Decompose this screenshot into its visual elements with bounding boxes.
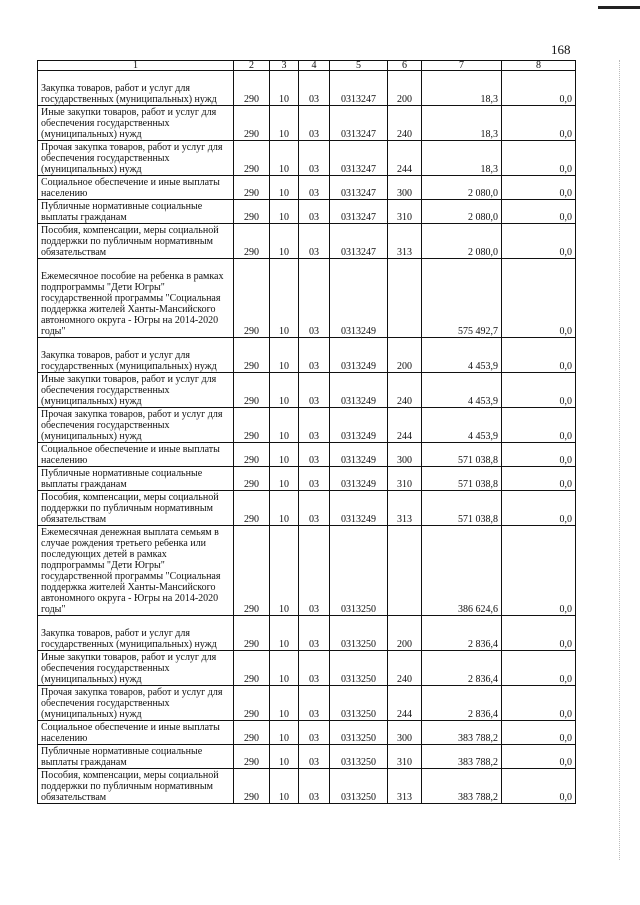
row-name: Закупка товаров, работ и услуг для государственных (муниципальных) нужд xyxy=(38,616,234,651)
cell-amount: 2 836,4 xyxy=(422,651,502,686)
cell-amount-2: 0,0 xyxy=(502,338,576,373)
cell-section: 10 xyxy=(270,491,299,526)
cell-subsection: 03 xyxy=(299,408,330,443)
cell-expense-type xyxy=(388,526,422,616)
table-row xyxy=(38,443,576,467)
cell-amount: 2 080,0 xyxy=(422,176,502,200)
cell-expense-type: 313 xyxy=(388,491,422,526)
cell-amount-2: 0,0 xyxy=(502,373,576,408)
table-row xyxy=(38,721,576,745)
table-row xyxy=(38,526,576,616)
table-row xyxy=(38,200,576,224)
table-row xyxy=(38,745,576,769)
cell-expense-type: 300 xyxy=(388,721,422,745)
cell-section: 10 xyxy=(270,71,299,106)
cell-amount: 571 038,8 xyxy=(422,491,502,526)
cell-admin: 290 xyxy=(234,71,270,106)
cell-amount-2: 0,0 xyxy=(502,443,576,467)
row-name: Прочая закупка товаров, работ и услуг для обеспечения государственных (муниципальных) нужд xyxy=(38,686,234,721)
cell-amount-2: 0,0 xyxy=(502,526,576,616)
cell-amount: 4 453,9 xyxy=(422,408,502,443)
cell-target-article: 0313247 xyxy=(330,141,388,176)
budget-table xyxy=(37,60,576,804)
row-name: Пособия, компенсации, меры социальной поддержки по публичным нормативным обязательствам xyxy=(38,491,234,526)
cell-amount: 4 453,9 xyxy=(422,373,502,408)
cell-expense-type: 240 xyxy=(388,651,422,686)
cell-subsection: 03 xyxy=(299,721,330,745)
cell-subsection: 03 xyxy=(299,71,330,106)
cell-target-article: 0313250 xyxy=(330,526,388,616)
cell-amount-2: 0,0 xyxy=(502,71,576,106)
cell-amount: 18,3 xyxy=(422,106,502,141)
header-cell-3: 3 xyxy=(270,61,299,71)
cell-subsection: 03 xyxy=(299,651,330,686)
cell-target-article: 0313249 xyxy=(330,467,388,491)
header-cell-5: 5 xyxy=(330,61,388,71)
cell-subsection: 03 xyxy=(299,769,330,804)
table-row xyxy=(38,176,576,200)
table-row xyxy=(38,373,576,408)
table-row xyxy=(38,491,576,526)
cell-amount-2: 0,0 xyxy=(502,259,576,338)
cell-subsection: 03 xyxy=(299,176,330,200)
cell-target-article: 0313249 xyxy=(330,373,388,408)
cell-subsection: 03 xyxy=(299,745,330,769)
row-name: Публичные нормативные социальные выплаты гражданам xyxy=(38,200,234,224)
cell-subsection: 03 xyxy=(299,526,330,616)
cell-target-article: 0313249 xyxy=(330,491,388,526)
cell-amount-2: 0,0 xyxy=(502,651,576,686)
table-row xyxy=(38,106,576,141)
cell-amount: 4 453,9 xyxy=(422,338,502,373)
cell-amount-2: 0,0 xyxy=(502,491,576,526)
cell-target-article: 0313250 xyxy=(330,745,388,769)
cell-section: 10 xyxy=(270,686,299,721)
cell-expense-type: 244 xyxy=(388,408,422,443)
cell-amount: 575 492,7 xyxy=(422,259,502,338)
cell-expense-type: 310 xyxy=(388,200,422,224)
row-name: Иные закупки товаров, работ и услуг для обеспечения государственных (муниципальных) нужд xyxy=(38,373,234,408)
cell-section: 10 xyxy=(270,745,299,769)
cell-admin: 290 xyxy=(234,141,270,176)
cell-amount-2: 0,0 xyxy=(502,224,576,259)
cell-admin: 290 xyxy=(234,491,270,526)
table-header xyxy=(38,61,576,71)
cell-expense-type: 244 xyxy=(388,141,422,176)
header-cell-2: 2 xyxy=(234,61,270,71)
cell-subsection: 03 xyxy=(299,686,330,721)
cell-subsection: 03 xyxy=(299,338,330,373)
cell-expense-type xyxy=(388,259,422,338)
table-row xyxy=(38,769,576,804)
cell-target-article: 0313250 xyxy=(330,651,388,686)
cell-target-article: 0313247 xyxy=(330,71,388,106)
row-name: Прочая закупка товаров, работ и услуг для обеспечения государственных (муниципальных) нужд xyxy=(38,408,234,443)
cell-subsection: 03 xyxy=(299,467,330,491)
cell-amount: 386 624,6 xyxy=(422,526,502,616)
cell-subsection: 03 xyxy=(299,616,330,651)
cell-amount: 2 836,4 xyxy=(422,686,502,721)
cell-subsection: 03 xyxy=(299,224,330,259)
header-cell-6: 6 xyxy=(388,61,422,71)
cell-target-article: 0313247 xyxy=(330,200,388,224)
cell-amount-2: 0,0 xyxy=(502,176,576,200)
row-name: Социальное обеспечение и иные выплаты населению xyxy=(38,721,234,745)
cell-amount: 2 836,4 xyxy=(422,616,502,651)
table-row xyxy=(38,686,576,721)
cell-subsection: 03 xyxy=(299,200,330,224)
table-row xyxy=(38,224,576,259)
header-row xyxy=(38,61,576,71)
cell-expense-type: 240 xyxy=(388,373,422,408)
cell-expense-type: 310 xyxy=(388,745,422,769)
cell-target-article: 0313247 xyxy=(330,224,388,259)
cell-amount: 2 080,0 xyxy=(422,224,502,259)
cell-target-article: 0313250 xyxy=(330,769,388,804)
cell-amount-2: 0,0 xyxy=(502,106,576,141)
cell-section: 10 xyxy=(270,224,299,259)
cell-section: 10 xyxy=(270,259,299,338)
cell-expense-type: 313 xyxy=(388,769,422,804)
row-name: Ежемесячная денежная выплата семьям в случае рождения третьего ребенка или последующих детей в рамках подпрограммы "Дети Югры" государственной программы "Социальная поддержка жителей Ханты-Мансийского автономного округа - Югры на 2014-2020 годы" xyxy=(38,526,234,616)
cell-subsection: 03 xyxy=(299,443,330,467)
cell-amount-2: 0,0 xyxy=(502,200,576,224)
cell-amount-2: 0,0 xyxy=(502,686,576,721)
cell-expense-type: 244 xyxy=(388,686,422,721)
cell-target-article: 0313249 xyxy=(330,408,388,443)
row-name: Закупка товаров, работ и услуг для государственных (муниципальных) нужд xyxy=(38,338,234,373)
cell-section: 10 xyxy=(270,106,299,141)
cell-admin: 290 xyxy=(234,721,270,745)
cell-section: 10 xyxy=(270,467,299,491)
cell-target-article: 0313250 xyxy=(330,721,388,745)
cell-section: 10 xyxy=(270,408,299,443)
cell-section: 10 xyxy=(270,651,299,686)
cell-expense-type: 310 xyxy=(388,467,422,491)
cell-expense-type: 200 xyxy=(388,71,422,106)
row-name: Иные закупки товаров, работ и услуг для обеспечения государственных (муниципальных) нужд xyxy=(38,106,234,141)
row-name: Социальное обеспечение и иные выплаты населению xyxy=(38,176,234,200)
table-row xyxy=(38,616,576,651)
table-body xyxy=(38,71,576,804)
cell-target-article: 0313247 xyxy=(330,176,388,200)
table-row xyxy=(38,338,576,373)
table-row xyxy=(38,259,576,338)
row-name: Социальное обеспечение и иные выплаты населению xyxy=(38,443,234,467)
cell-subsection: 03 xyxy=(299,373,330,408)
cell-admin: 290 xyxy=(234,616,270,651)
cell-target-article: 0313250 xyxy=(330,616,388,651)
cell-admin: 290 xyxy=(234,408,270,443)
cell-subsection: 03 xyxy=(299,491,330,526)
cell-subsection: 03 xyxy=(299,141,330,176)
top-edge-rule xyxy=(598,6,640,9)
cell-section: 10 xyxy=(270,443,299,467)
cell-section: 10 xyxy=(270,200,299,224)
page-number: 168 xyxy=(551,42,571,57)
cell-amount: 383 788,2 xyxy=(422,745,502,769)
right-margin-dotted-line xyxy=(619,60,620,860)
cell-subsection: 03 xyxy=(299,259,330,338)
cell-section: 10 xyxy=(270,373,299,408)
cell-expense-type: 300 xyxy=(388,176,422,200)
cell-expense-type: 200 xyxy=(388,616,422,651)
table-row xyxy=(38,651,576,686)
cell-amount: 18,3 xyxy=(422,141,502,176)
cell-amount-2: 0,0 xyxy=(502,467,576,491)
cell-admin: 290 xyxy=(234,769,270,804)
row-name: Пособия, компенсации, меры социальной поддержки по публичным нормативным обязательствам xyxy=(38,769,234,804)
cell-amount: 571 038,8 xyxy=(422,467,502,491)
cell-admin: 290 xyxy=(234,200,270,224)
cell-section: 10 xyxy=(270,769,299,804)
header-cell-7: 7 xyxy=(422,61,502,71)
cell-target-article: 0313249 xyxy=(330,338,388,373)
cell-section: 10 xyxy=(270,721,299,745)
row-name: Ежемесячное пособие на ребенка в рамках подпрограммы "Дети Югры" государственной программы "Социальная поддержка жителей Ханты-Мансийского автономного округа - Югры на 2014-2020 годы" xyxy=(38,259,234,338)
table-row xyxy=(38,141,576,176)
cell-amount: 571 038,8 xyxy=(422,443,502,467)
row-name: Закупка товаров, работ и услуг для государственных (муниципальных) нужд xyxy=(38,71,234,106)
cell-amount: 383 788,2 xyxy=(422,721,502,745)
cell-subsection: 03 xyxy=(299,106,330,141)
cell-section: 10 xyxy=(270,338,299,373)
header-cell-8: 8 xyxy=(502,61,576,71)
cell-expense-type: 200 xyxy=(388,338,422,373)
cell-expense-type: 240 xyxy=(388,106,422,141)
table-row xyxy=(38,408,576,443)
cell-admin: 290 xyxy=(234,106,270,141)
cell-target-article: 0313249 xyxy=(330,259,388,338)
cell-target-article: 0313250 xyxy=(330,686,388,721)
cell-admin: 290 xyxy=(234,651,270,686)
cell-admin: 290 xyxy=(234,259,270,338)
cell-admin: 290 xyxy=(234,224,270,259)
row-name: Публичные нормативные социальные выплаты гражданам xyxy=(38,745,234,769)
cell-section: 10 xyxy=(270,526,299,616)
cell-admin: 290 xyxy=(234,745,270,769)
cell-admin: 290 xyxy=(234,338,270,373)
cell-section: 10 xyxy=(270,616,299,651)
cell-expense-type: 300 xyxy=(388,443,422,467)
cell-admin: 290 xyxy=(234,176,270,200)
cell-amount: 18,3 xyxy=(422,71,502,106)
table-row xyxy=(38,71,576,106)
table-row xyxy=(38,467,576,491)
cell-target-article: 0313249 xyxy=(330,443,388,467)
row-name: Иные закупки товаров, работ и услуг для обеспечения государственных (муниципальных) нужд xyxy=(38,651,234,686)
cell-amount-2: 0,0 xyxy=(502,745,576,769)
cell-section: 10 xyxy=(270,176,299,200)
cell-amount-2: 0,0 xyxy=(502,769,576,804)
cell-admin: 290 xyxy=(234,443,270,467)
cell-amount-2: 0,0 xyxy=(502,721,576,745)
row-name: Публичные нормативные социальные выплаты гражданам xyxy=(38,467,234,491)
cell-target-article: 0313247 xyxy=(330,106,388,141)
cell-amount-2: 0,0 xyxy=(502,616,576,651)
row-name: Прочая закупка товаров, работ и услуг для обеспечения государственных (муниципальных) нужд xyxy=(38,141,234,176)
cell-admin: 290 xyxy=(234,686,270,721)
cell-amount: 2 080,0 xyxy=(422,200,502,224)
row-name: Пособия, компенсации, меры социальной поддержки по публичным нормативным обязательствам xyxy=(38,224,234,259)
cell-amount-2: 0,0 xyxy=(502,408,576,443)
cell-amount: 383 788,2 xyxy=(422,769,502,804)
cell-section: 10 xyxy=(270,141,299,176)
cell-admin: 290 xyxy=(234,467,270,491)
header-cell-4: 4 xyxy=(299,61,330,71)
cell-amount-2: 0,0 xyxy=(502,141,576,176)
cell-expense-type: 313 xyxy=(388,224,422,259)
cell-admin: 290 xyxy=(234,526,270,616)
cell-admin: 290 xyxy=(234,373,270,408)
header-cell-1: 1 xyxy=(38,61,234,71)
